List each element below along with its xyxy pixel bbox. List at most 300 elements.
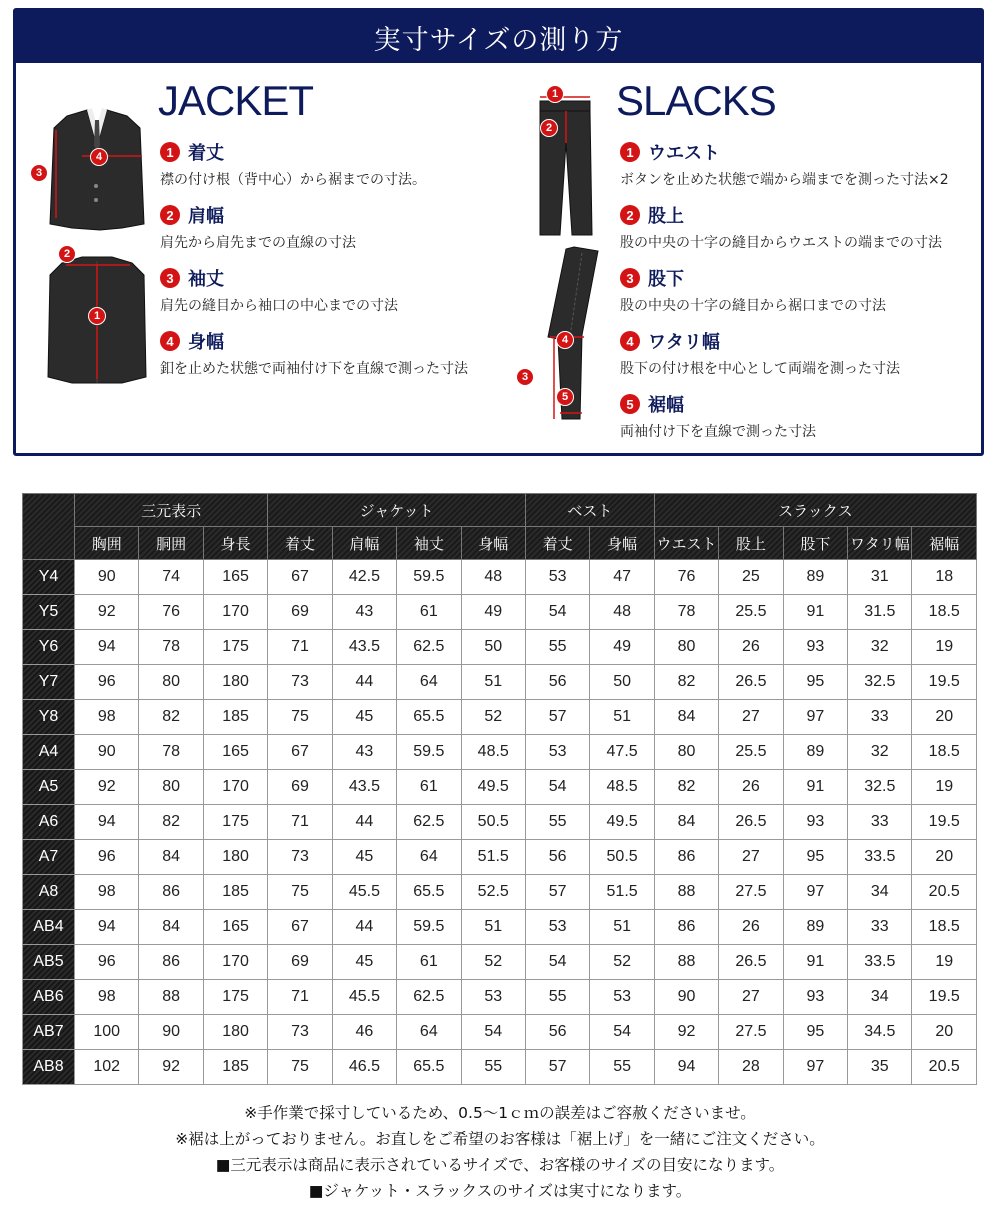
slacks-item-name: 股上: [648, 206, 684, 227]
table-cell: 49.5: [590, 805, 654, 840]
table-cell: 33.5: [848, 840, 912, 875]
table-cell: 82: [139, 700, 203, 735]
table-cell: 180: [203, 1015, 267, 1050]
table-cell: 51: [590, 910, 654, 945]
table-cell: 45: [332, 700, 396, 735]
group-header: スラックス: [654, 494, 976, 527]
table-cell: 33.5: [848, 945, 912, 980]
table-cell: 43: [332, 735, 396, 770]
table-cell: 84: [139, 840, 203, 875]
size-label-cell: A6: [23, 805, 75, 840]
table-cell: 43: [332, 595, 396, 630]
table-cell: 61: [397, 595, 461, 630]
table-cell: 94: [654, 1050, 718, 1085]
table-cell: 50.5: [590, 840, 654, 875]
table-cell: 18.5: [912, 595, 977, 630]
table-cell: 34: [848, 875, 912, 910]
table-cell: 92: [139, 1050, 203, 1085]
table-cell: 73: [268, 840, 332, 875]
table-cell: 49.5: [461, 770, 525, 805]
slacks-item-desc: 股下の付け根を中心として両端を測った寸法: [620, 361, 900, 377]
table-cell: 56: [525, 1015, 589, 1050]
table-cell: 19: [912, 770, 977, 805]
table-cell: 27: [719, 700, 783, 735]
table-row: [23, 980, 977, 1015]
table-cell: 93: [783, 630, 847, 665]
jacket-item-name: 肩幅: [188, 206, 224, 227]
table-cell: 89: [783, 910, 847, 945]
table-cell: 91: [783, 770, 847, 805]
table-cell: 27.5: [719, 1015, 783, 1050]
table-cell: 35: [848, 1050, 912, 1085]
table-row: [23, 1050, 977, 1085]
table-cell: 98: [75, 700, 139, 735]
table-cell: 53: [525, 560, 589, 595]
jacket-item-name: 袖丈: [188, 269, 224, 290]
slacks-item-3: 3 股下 股の中央の十字の縫目から裾口までの寸法: [620, 265, 980, 315]
table-cell: 71: [268, 630, 332, 665]
table-cell: 45: [332, 945, 396, 980]
slacks-item-desc: 両袖付け下を直線で測った寸法: [620, 424, 816, 440]
table-cell: 175: [203, 980, 267, 1015]
table-cell: 32.5: [848, 770, 912, 805]
table-row: [23, 630, 977, 665]
jacket-item-desc: 肩先の縫目から袖口の中心までの寸法: [160, 298, 398, 314]
table-cell: 88: [139, 980, 203, 1015]
table-cell: 67: [268, 910, 332, 945]
table-cell: 56: [525, 665, 589, 700]
jacket-title: JACKET: [158, 77, 314, 124]
table-cell: 76: [654, 560, 718, 595]
table-cell: 19.5: [912, 805, 977, 840]
table-cell: 67: [268, 560, 332, 595]
table-column-header: [23, 527, 977, 560]
table-cell: 95: [783, 840, 847, 875]
size-label-cell: AB6: [23, 980, 75, 1015]
jacket-badge-3: 3: [30, 164, 48, 182]
column-header: 胸囲: [75, 527, 139, 560]
table-row: [23, 910, 977, 945]
slacks-item-1: 1 ウエスト ボタンを止めた状態で端から端までを測った寸法×2: [620, 139, 980, 189]
table-cell: 90: [654, 980, 718, 1015]
table-cell: 27: [719, 980, 783, 1015]
table-cell: 59.5: [397, 910, 461, 945]
table-cell: 53: [525, 735, 589, 770]
table-cell: 73: [268, 665, 332, 700]
table-cell: 54: [525, 595, 589, 630]
table-cell: 31.5: [848, 595, 912, 630]
size-label-cell: A7: [23, 840, 75, 875]
table-cell: 86: [139, 945, 203, 980]
jacket-item-name: 身幅: [188, 332, 224, 353]
slacks-front-illustration: [532, 83, 602, 243]
table-cell: 44: [332, 665, 396, 700]
jacket-badge-4: 4: [90, 148, 108, 166]
slacks-badge-1: 1: [546, 85, 564, 103]
slacks-badge-3: 3: [516, 368, 534, 386]
table-cell: 69: [268, 945, 332, 980]
table-cell: 93: [783, 805, 847, 840]
table-cell: 75: [268, 875, 332, 910]
table-cell: 19: [912, 630, 977, 665]
jacket-item-1: 1 着丈 襟の付け根（背中心）から裾までの寸法。: [160, 139, 520, 189]
table-cell: 20: [912, 1015, 977, 1050]
table-cell: 48.5: [590, 770, 654, 805]
table-cell: 18.5: [912, 735, 977, 770]
table-cell: 84: [139, 910, 203, 945]
table-row: [23, 840, 977, 875]
table-cell: 32.5: [848, 665, 912, 700]
table-cell: 56: [525, 840, 589, 875]
slacks-item-desc: 股の中央の十字の縫目から裾口までの寸法: [620, 298, 886, 314]
size-label-cell: AB5: [23, 945, 75, 980]
column-header: 胴囲: [139, 527, 203, 560]
slacks-title: SLACKS: [616, 77, 776, 124]
table-cell: 20.5: [912, 875, 977, 910]
table-cell: 26.5: [719, 665, 783, 700]
table-cell: 92: [654, 1015, 718, 1050]
table-cell: 98: [75, 980, 139, 1015]
table-cell: 89: [783, 735, 847, 770]
size-label-cell: A4: [23, 735, 75, 770]
jacket-item-4: 4 身幅 釦を止めた状態で両袖付け下を直線で測った寸法: [160, 328, 520, 378]
column-header: 身長: [203, 527, 267, 560]
column-header: 身幅: [461, 527, 525, 560]
slacks-item-name: 股下: [648, 269, 684, 290]
table-cell: 78: [139, 630, 203, 665]
table-cell: 165: [203, 560, 267, 595]
note-line: ■三元表示は商品に表示されているサイズで、お客様のサイズの目安になります。: [215, 1156, 785, 1174]
column-header: 股下: [783, 527, 847, 560]
table-cell: 34.5: [848, 1015, 912, 1050]
table-cell: 96: [75, 840, 139, 875]
table-cell: 91: [783, 945, 847, 980]
table-cell: 19.5: [912, 980, 977, 1015]
group-header: 三元表示: [75, 494, 268, 527]
table-cell: 64: [397, 665, 461, 700]
table-cell: 44: [332, 910, 396, 945]
table-cell: 78: [139, 735, 203, 770]
table-cell: 43.5: [332, 630, 396, 665]
table-cell: 88: [654, 945, 718, 980]
table-cell: 89: [783, 560, 847, 595]
table-cell: 100: [75, 1015, 139, 1050]
jacket-badge-1: 1: [88, 307, 106, 325]
column-header: 股上: [719, 527, 783, 560]
table-cell: 54: [525, 945, 589, 980]
table-cell: 49: [461, 595, 525, 630]
table-cell: 95: [783, 665, 847, 700]
notes: [0, 1100, 1000, 1204]
slacks-item-5: 5 裾幅 両袖付け下を直線で測った寸法: [620, 391, 980, 441]
measurement-guide-panel: [13, 8, 984, 456]
table-cell: 88: [654, 875, 718, 910]
table-cell: 50.5: [461, 805, 525, 840]
table-cell: 94: [75, 910, 139, 945]
table-body: [23, 560, 977, 1085]
table-cell: 55: [461, 1050, 525, 1085]
table-row: [23, 875, 977, 910]
table-cell: 74: [139, 560, 203, 595]
table-cell: 95: [783, 1015, 847, 1050]
size-label-cell: AB7: [23, 1015, 75, 1050]
table-cell: 84: [654, 805, 718, 840]
table-cell: 48.5: [461, 735, 525, 770]
table-cell: 46.5: [332, 1050, 396, 1085]
table-cell: 62.5: [397, 980, 461, 1015]
jacket-item-3: 3 袖丈 肩先の縫目から袖口の中心までの寸法: [160, 265, 520, 315]
table-cell: 49: [590, 630, 654, 665]
table-cell: 51.5: [590, 875, 654, 910]
note-line: ※裾は上がっておりません。お直しをご希望のお客様は「裾上げ」を一緒にご注文ください。: [175, 1130, 825, 1148]
table-cell: 98: [75, 875, 139, 910]
table-cell: 53: [590, 980, 654, 1015]
slacks-item-name: ワタリ幅: [648, 332, 720, 353]
panel-title: 実寸サイズの測り方: [16, 11, 981, 63]
table-cell: 180: [203, 665, 267, 700]
table-cell: 84: [654, 700, 718, 735]
table-row: [23, 805, 977, 840]
table-cell: 64: [397, 840, 461, 875]
table-row: [23, 595, 977, 630]
table-cell: 45.5: [332, 875, 396, 910]
table-cell: 33: [848, 910, 912, 945]
table-cell: 65.5: [397, 1050, 461, 1085]
table-cell: 80: [654, 630, 718, 665]
table-cell: 19: [912, 945, 977, 980]
table-cell: 32: [848, 735, 912, 770]
table-cell: 170: [203, 595, 267, 630]
table-cell: 33: [848, 700, 912, 735]
table-cell: 26: [719, 770, 783, 805]
table-cell: 20: [912, 840, 977, 875]
jacket-badge-2: 2: [58, 245, 76, 263]
table-cell: 59.5: [397, 735, 461, 770]
table-cell: 76: [139, 595, 203, 630]
table-cell: 86: [654, 840, 718, 875]
table-cell: 55: [525, 805, 589, 840]
table-group-header: [23, 494, 977, 527]
table-cell: 69: [268, 770, 332, 805]
table-cell: 97: [783, 875, 847, 910]
table-cell: 102: [75, 1050, 139, 1085]
size-label-cell: AB4: [23, 910, 75, 945]
size-label-cell: Y8: [23, 700, 75, 735]
slacks-badge-5: 5: [556, 388, 574, 406]
table-cell: 64: [397, 1015, 461, 1050]
table-row: [23, 735, 977, 770]
table-cell: 18: [912, 560, 977, 595]
table-cell: 75: [268, 1050, 332, 1085]
table-cell: 92: [75, 770, 139, 805]
slacks-item-name: ウエスト: [648, 143, 720, 164]
table-cell: 185: [203, 875, 267, 910]
slacks-item-desc: 股の中央の十字の縫目からウエストの端までの寸法: [620, 235, 942, 251]
table-cell: 48: [461, 560, 525, 595]
column-header: 肩幅: [332, 527, 396, 560]
jacket-item-desc: 釦を止めた状態で両袖付け下を直線で測った寸法: [160, 361, 468, 377]
table-cell: 26.5: [719, 805, 783, 840]
table-cell: 51: [590, 700, 654, 735]
table-row: [23, 945, 977, 980]
table-cell: 33: [848, 805, 912, 840]
table-cell: 82: [654, 665, 718, 700]
note-line: ■ジャケット・スラックスのサイズは実寸になります。: [308, 1182, 692, 1200]
table-cell: 32: [848, 630, 912, 665]
table-cell: 52: [590, 945, 654, 980]
table-cell: 55: [525, 980, 589, 1015]
size-label-cell: Y7: [23, 665, 75, 700]
table-cell: 71: [268, 805, 332, 840]
table-cell: 96: [75, 665, 139, 700]
table-cell: 47.5: [590, 735, 654, 770]
table-cell: 45.5: [332, 980, 396, 1015]
table-cell: 31: [848, 560, 912, 595]
size-label-cell: Y6: [23, 630, 75, 665]
column-header: 裾幅: [912, 527, 977, 560]
column-header: ウエスト: [654, 527, 718, 560]
table-cell: 46: [332, 1015, 396, 1050]
slacks-item-2: 2 股上 股の中央の十字の縫目からウエストの端までの寸法: [620, 202, 980, 252]
table-cell: 44: [332, 805, 396, 840]
jacket-item-2: 2 肩幅 肩先から肩先までの直線の寸法: [160, 202, 520, 252]
table-row: [23, 665, 977, 700]
table-cell: 86: [654, 910, 718, 945]
table-cell: 52: [461, 700, 525, 735]
table-cell: 94: [75, 630, 139, 665]
table-cell: 90: [139, 1015, 203, 1050]
table-cell: 62.5: [397, 630, 461, 665]
table-cell: 51.5: [461, 840, 525, 875]
table-cell: 47: [590, 560, 654, 595]
jacket-front-illustration: [42, 106, 152, 236]
slacks-item-desc: ボタンを止めた状態で端から端までを測った寸法×2: [620, 172, 949, 188]
table-cell: 71: [268, 980, 332, 1015]
jacket-item-name: 着丈: [188, 143, 224, 164]
table-cell: 25: [719, 560, 783, 595]
table-cell: 80: [139, 770, 203, 805]
table-cell: 73: [268, 1015, 332, 1050]
table-cell: 57: [525, 700, 589, 735]
table-cell: 97: [783, 700, 847, 735]
table-cell: 62.5: [397, 805, 461, 840]
size-label-cell: A5: [23, 770, 75, 805]
table-row: [23, 700, 977, 735]
jacket-item-desc: 肩先から肩先までの直線の寸法: [160, 235, 356, 251]
table-cell: 180: [203, 840, 267, 875]
table-cell: 27: [719, 840, 783, 875]
table-cell: 91: [783, 595, 847, 630]
column-header: 袖丈: [397, 527, 461, 560]
table-cell: 61: [397, 945, 461, 980]
table-cell: 96: [75, 945, 139, 980]
table-cell: 54: [590, 1015, 654, 1050]
size-label-cell: Y4: [23, 560, 75, 595]
table-cell: 57: [525, 1050, 589, 1085]
table-row: [23, 1015, 977, 1050]
table-cell: 54: [461, 1015, 525, 1050]
table-cell: 86: [139, 875, 203, 910]
table-cell: 25.5: [719, 735, 783, 770]
table-cell: 27.5: [719, 875, 783, 910]
table-cell: 65.5: [397, 875, 461, 910]
table-cell: 18.5: [912, 910, 977, 945]
column-header: 身幅: [590, 527, 654, 560]
slacks-item-name: 裾幅: [648, 395, 684, 416]
table-cell: 92: [75, 595, 139, 630]
table-cell: 53: [461, 980, 525, 1015]
table-cell: 20: [912, 700, 977, 735]
table-cell: 80: [139, 665, 203, 700]
table-cell: 42.5: [332, 560, 396, 595]
table-cell: 69: [268, 595, 332, 630]
column-header: 着丈: [268, 527, 332, 560]
table-cell: 34: [848, 980, 912, 1015]
table-cell: 20.5: [912, 1050, 977, 1085]
table-cell: 94: [75, 805, 139, 840]
size-table: [22, 493, 977, 1085]
table-cell: 26: [719, 630, 783, 665]
corner-cell: [23, 494, 75, 560]
table-cell: 170: [203, 770, 267, 805]
group-header: ジャケット: [268, 494, 526, 527]
table-cell: 26.5: [719, 945, 783, 980]
table-cell: 54: [525, 770, 589, 805]
jacket-item-desc: 襟の付け根（背中心）から裾までの寸法。: [160, 172, 426, 188]
table-cell: 80: [654, 735, 718, 770]
table-cell: 75: [268, 700, 332, 735]
slacks-item-4: 4 ワタリ幅 股下の付け根を中心として両端を測った寸法: [620, 328, 980, 378]
table-cell: 25.5: [719, 595, 783, 630]
size-label-cell: Y5: [23, 595, 75, 630]
table-cell: 55: [590, 1050, 654, 1085]
table-cell: 53: [525, 910, 589, 945]
table-cell: 43.5: [332, 770, 396, 805]
table-row: [23, 560, 977, 595]
table-cell: 165: [203, 735, 267, 770]
table-cell: 65.5: [397, 700, 461, 735]
size-label-cell: A8: [23, 875, 75, 910]
table-cell: 97: [783, 1050, 847, 1085]
slacks-badge-4: 4: [556, 331, 574, 349]
table-cell: 26: [719, 910, 783, 945]
table-cell: 52: [461, 945, 525, 980]
table-cell: 90: [75, 560, 139, 595]
size-label-cell: AB8: [23, 1050, 75, 1085]
table-cell: 52.5: [461, 875, 525, 910]
table-cell: 175: [203, 630, 267, 665]
table-cell: 82: [139, 805, 203, 840]
table-cell: 185: [203, 1050, 267, 1085]
group-header: ベスト: [525, 494, 654, 527]
table-cell: 55: [525, 630, 589, 665]
column-header: ワタリ幅: [848, 527, 912, 560]
table-cell: 170: [203, 945, 267, 980]
slacks-badge-2: 2: [540, 119, 558, 137]
column-header: 着丈: [525, 527, 589, 560]
table-cell: 48: [590, 595, 654, 630]
table-cell: 51: [461, 910, 525, 945]
table-cell: 61: [397, 770, 461, 805]
table-cell: 45: [332, 840, 396, 875]
table-cell: 90: [75, 735, 139, 770]
table-row: [23, 770, 977, 805]
table-cell: 82: [654, 770, 718, 805]
table-cell: 185: [203, 700, 267, 735]
table-cell: 165: [203, 910, 267, 945]
table-cell: 59.5: [397, 560, 461, 595]
table-cell: 78: [654, 595, 718, 630]
